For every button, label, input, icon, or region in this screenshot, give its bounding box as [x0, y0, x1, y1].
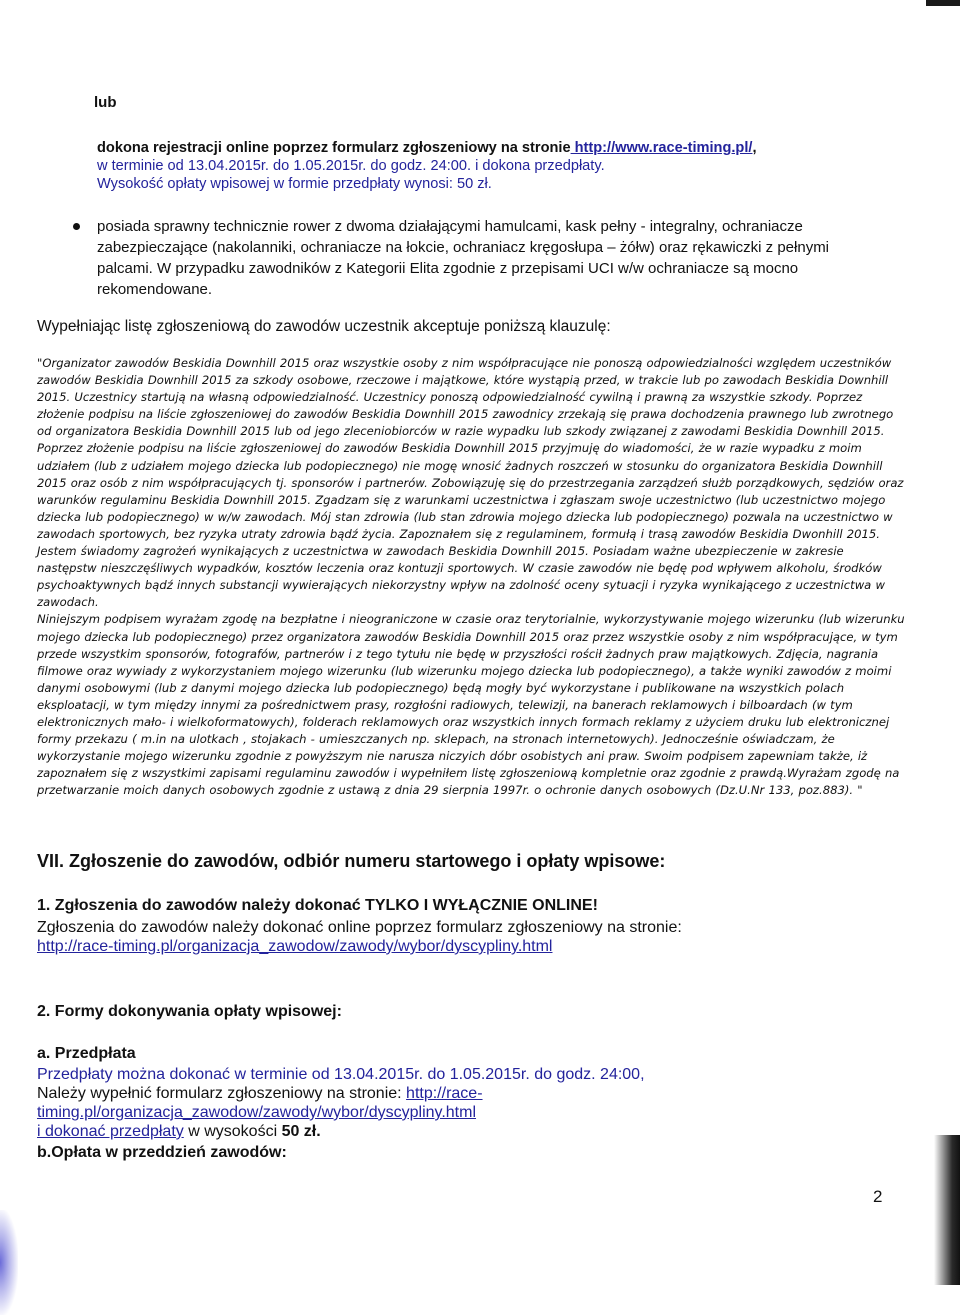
- prepayment-text: [37, 1065, 917, 1141]
- scan-edge-right: [934, 1135, 960, 1285]
- lub-label: lub: [94, 94, 117, 111]
- online-only-heading: 1. Zgłoszenia do zawodów należy dokonać TYLKO I WYŁĄCZNIE ONLINE!: [37, 897, 598, 914]
- page-number: 2: [873, 1187, 883, 1206]
- registration-line-1: dokona rejestracji online poprzez formularz zgłoszeniowy na stronie http://www.race-timing.pl/,: [97, 140, 757, 156]
- prepayment-form-link[interactable]: http://race-timing.pl/organizacja_zawodow/zawody/wybor/dyscypliny.html: [37, 1085, 483, 1121]
- liability-clause: [37, 355, 907, 799]
- online-registration-text: Zgłoszenia do zawodów należy dokonać online poprzez formularz zgłoszeniowy na stronie: http://race-timing.pl/organizacja_zawodow/zawody/wybor/dyscypliny.html: [37, 919, 682, 955]
- clause-paragraph: Poprzez złożenie podpisu na liście zgłoszeniowej do zawodów Beskidia Downhill 2015 przyjmuję do wiadomości, że w razie wypadku z moim udziałem (lub z udziałem mojego dziecka lub podopiecznego) nie mogę wnosić żadnych roszczeń w stosunku do organizatora Beskidia Downhill 2015 oraz osób z nim współpracujących tj. sponsorów i partnerów. Zobowiązuję się do przestrzegania zarządzeń służb porządkowych, sędziów oraz warunków regulaminu Beskidia Downhill 2015. Zgadzam się z warunkami uczestnictwa i zgłaszam swoje uczestnictwo (lub uczestnictwo mojego dziecka lub podopiecznego) w w/w zawodach. Mój stan zdrowia (lub stan zdrowia mojego dziecka lub podopiecznego) pozwala na uczestnictwo w zawodach sportowych, bez ryzyka utraty zdrowia bądź życia. Zapoznałem się z regulaminem, formułą i trasą zawodów Beskidia Dwonhill 2015. Jestem świadomy zagrożeń wynikających z uczestnictwa w zawodach Beskidia Downhill 2015. Posiadam ważne ubezpieczenie w zakresie następstw nieszczęśliwych wypadków, kosztów leczenia oraz kontuzji sportowych. W czasie zawodów nie będę pod wpływem alkoholu, środków psychoaktywnych bądź innych substancji wywierających niekorzystny wpływ na zdolność oceny sytuacji i ryzyka wynikającego z uczestnictwa w zawodach.: [37, 441, 904, 610]
- prepayment-deadline: Przedpłaty można dokonać w terminie od 13.04.2015r. do 1.05.2015r. do godz. 24:00,: [37, 1066, 645, 1083]
- scan-edge-bottom-left: [0, 1210, 18, 1315]
- prepayment-heading: a. Przedpłata: [37, 1045, 136, 1062]
- registration-form-link[interactable]: http://race-timing.pl/organizacja_zawodow/zawody/wybor/dyscypliny.html: [37, 938, 553, 955]
- registration-text: dokona rejestracji online poprzez formularz zgłoszeniowy na stronie: [97, 140, 571, 156]
- prepayment-form-line: Należy wypełnić formularz zgłoszeniowy na stronie: http://race-timing.pl/organizacja_zawodow/zawody/wybor/dyscypliny.html: [37, 1085, 483, 1121]
- clause-paragraph: Niniejszym podpisem wyrażam zgodę na bezpłatne i nieograniczone w czasie oraz terytorialnie, wykorzystywanie mojego wizerunku (lub wizerunku mojego dziecka lub podopiecznego) przez organizatora zawodów Beskidia Downhill 2015 oraz przez wszystkie osoby z nim współpracujące, w tym przede wszystkim sponsorów, fotografów, partnerów i z tego tytułu nie będę w przyszłości rościł żadnych praw majątkowych. Zdjęcia, nagrania filmowe oraz wywiady z wykorzystaniem mojego wizerunku (lub wizerunku mojego dziecka lub podopiecznego), a także wyniki zawodów z moimi danymi osobowymi (lub z danymi mojego dziecka lub podopiecznego) będą mogły być wykorzystane i publikowane na wszystkich polach eksploatacji, w tym między innymi za pośrednictwem prasy, rozgłośni radiowych, telewizji, na banerach reklamowych i bilboardach (w tym elektronicznych mało- i wielkoformatowych), folderach reklamowych oraz wszystkich innych formach reklamy z użyciem druku lub elektronicznej formy przekazu ( m.in na ulotkach , stojakach - umieszczanych np. sklepach, na stronach internetowych). Jednocześnie oświadczam, że wykorzystanie mojego wizerunku zgodnie z powyższym nie narusza niczyich dóbr osobistych ani praw. Swoim podpisem zapewniam także, iż zapoznałem się z wszystkimi zapisami regulaminu zawodów i wypełniłem listę zgłoszeniową kompletnie oraz zgodnie z prawdą.Wyrażam zgodę na przetwarzanie moich danych osobowych zgodnie z ustawą z dnia 29 sierpnia 1997r. o ochronie danych osobowych (Dz.U.Nr 133, poz.883). ": [37, 612, 905, 798]
- prepayment-amount-line: i dokonać przedpłaty w wysokości 50 zł.: [37, 1123, 321, 1140]
- scan-edge-top-right: [926, 0, 960, 6]
- make-prepayment-link[interactable]: i dokonać przedpłaty: [37, 1123, 184, 1140]
- clause-paragraph: "Organizator zawodów Beskidia Downhill 2015 oraz wszystkie osoby z nim współpracujące nie ponoszą odpowiedzialności względem uczestników zawodów Beskidia Downhill 2015 za szkody osobowe, rzeczowe i majątkowe, które wystąpią przed, w trakcie lub po zawodach Beskidia Downhill 2015. Uczestnicy startują na własną odpowiedzialność. Uczestnicy ponoszą odpowiedzialność cywilną i prawną za wszystkie szkody. Poprzez złożenie podpisu na liście zgłoszeniowej do zawodów Beskidia Downhill 2015 zawodnicy zrzekają się prawa dochodzenia prawnego lub zwrotnego od organizatora Beskidia Downhill 2015 lub od jego zleceniobiorców w razie wypadku lub szkody związanej z zawodami Beskidia Downhill 2015.: [37, 356, 894, 439]
- race-timing-link[interactable]: http://www.race-timing.pl/: [570, 140, 753, 156]
- prepayment-amount: 50 zł.: [281, 1123, 321, 1140]
- registration-deadline: w terminie od 13.04.2015r. do 1.05.2015r. do godz. 24:00. i dokona przedpłaty.: [97, 158, 605, 174]
- clause-intro: Wypełniając listę zgłoszeniową do zawodów uczestnik akceptuje poniższą klauzulę:: [37, 318, 611, 335]
- fee-amount-line: Wysokość opłaty wpisowej w formie przedpłaty wynosi: 50 zł.: [97, 176, 492, 192]
- online-registration-block: [97, 139, 797, 193]
- section-heading: VII. Zgłoszenie do zawodów, odbiór numeru startowego i opłaty wpisowe:: [37, 851, 666, 871]
- bullet-icon: [73, 223, 80, 230]
- equipment-requirement: posiada sprawny technicznie rower z dwoma działającymi hamulcami, kask pełny - integralny, ochraniacze zabezpieczające (nakolanniki, ochraniacze na łokcie, ochraniacz kręgosłupa – żółw) oraz rękawiczki z pełnymi palcami. W przypadku zawodników z Kategorii Elita zgodnie z przepisami UCI w/w ochraniacze są mocno rekomendowane.: [97, 218, 830, 298]
- day-before-payment-heading: b.Opłata w przeddzień zawodów:: [37, 1144, 287, 1161]
- payment-forms-heading: 2. Formy dokonywania opłaty wpisowej:: [37, 1003, 342, 1020]
